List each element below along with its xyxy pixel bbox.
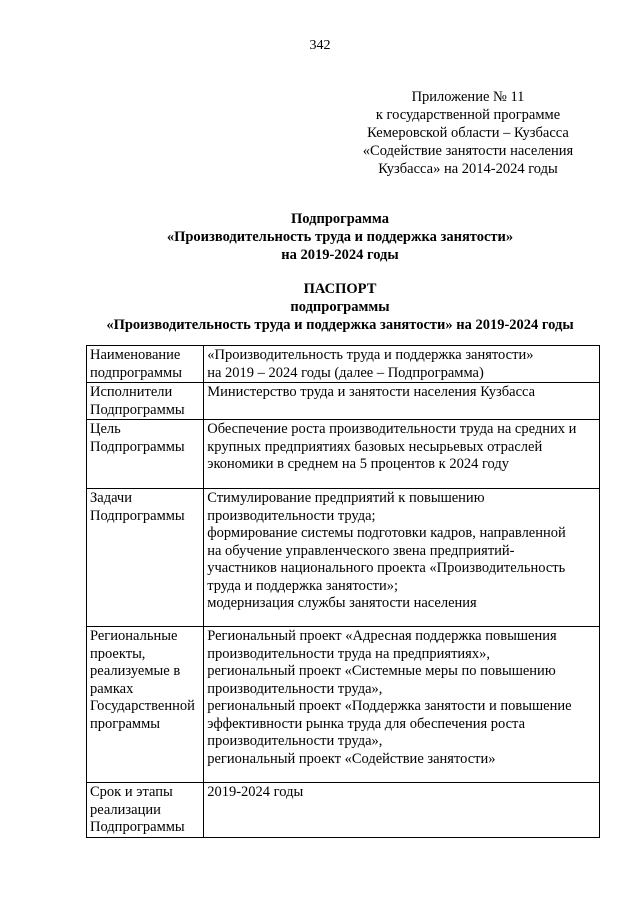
label-line: Срок и этапы xyxy=(90,784,173,800)
passport-table xyxy=(86,345,600,838)
passport-heading-line: «Производительность труда и поддержка занятости» на 2019-2024 годы xyxy=(106,317,574,333)
row-value-name xyxy=(204,346,600,383)
value-line: Региональный проект «Адресная поддержка повышения xyxy=(207,628,557,644)
table-row xyxy=(87,346,600,383)
row-value-regional-projects xyxy=(204,627,600,783)
table-row xyxy=(87,383,600,420)
row-label-tasks xyxy=(87,489,204,627)
label-line: реализуемые в xyxy=(90,663,181,679)
value-line: производительности труда на предприятиях», xyxy=(207,645,490,662)
row-value-tasks xyxy=(204,489,600,627)
label-line: подпрограммы xyxy=(90,364,182,381)
table-row xyxy=(87,783,600,838)
value-line: крупных предприятиях базовых несырьевых отраслей xyxy=(207,438,543,455)
appendix-line: Приложение № 11 xyxy=(411,89,525,105)
label-line: проекты, xyxy=(90,645,146,662)
label-line: Подпрограммы xyxy=(90,819,185,835)
subprogram-heading-line: Подпрограмма xyxy=(291,211,389,227)
value-line: экономики в среднем на 5 процентов к 2024 году xyxy=(207,456,509,472)
label-line: Подпрограммы xyxy=(90,507,185,524)
row-value-timeline xyxy=(204,783,600,838)
row-label-regional-projects xyxy=(87,627,204,783)
subprogram-heading-line: на 2019-2024 годы xyxy=(281,247,399,263)
table-row xyxy=(87,627,600,783)
value-line: участников национального проекта «Производительность xyxy=(207,560,566,576)
value-line: Министерство труда и занятости населения Кузбасса xyxy=(207,384,536,400)
value-line: производительности труда», xyxy=(207,680,383,697)
value-line: на 2019 – 2024 годы (далее – Подпрограмма) xyxy=(207,364,484,381)
value-line: на обучение управленческого звена предприятий- xyxy=(207,542,515,559)
passport-heading xyxy=(60,280,620,334)
appendix-note xyxy=(330,88,606,178)
subprogram-heading xyxy=(60,210,620,264)
value-line: региональный проект «Поддержка занятости и повышение xyxy=(207,698,572,714)
label-line: реализации xyxy=(90,801,161,818)
value-line: труда и поддержка занятости»; xyxy=(207,577,399,594)
appendix-line: Кузбасса» на 2014-2024 годы xyxy=(378,161,558,177)
row-label-name xyxy=(87,346,204,383)
label-line: Цель xyxy=(90,421,121,437)
label-line: Задачи xyxy=(90,490,132,506)
label-line: рамках xyxy=(90,680,134,697)
value-line: производительности труда», xyxy=(207,733,383,749)
subprogram-heading-line: «Производительность труда и поддержка занятости» xyxy=(166,229,514,245)
value-line: «Производительность труда и поддержка занятости» xyxy=(207,347,534,363)
label-line: Исполнители xyxy=(90,384,173,400)
appendix-line: Кемеровской области – Кузбасса xyxy=(367,125,569,141)
value-line: 2019-2024 годы xyxy=(207,784,304,800)
row-label-goal xyxy=(87,420,204,489)
value-line: Обеспечение роста производительности труда на средних и xyxy=(207,421,577,437)
page-number: 342 xyxy=(309,38,331,53)
label-line: Подпрограммы xyxy=(90,401,185,418)
row-value-executors xyxy=(204,383,600,420)
table-row xyxy=(87,420,600,489)
row-value-goal xyxy=(204,420,600,489)
value-line: региональный проект «Системные меры по повышению xyxy=(207,663,556,679)
appendix-line: «Содействие занятости населения xyxy=(362,143,574,159)
passport-heading-line: подпрограммы xyxy=(290,299,390,315)
label-line: программы xyxy=(90,715,160,732)
label-line: Государственной xyxy=(90,698,195,714)
row-label-timeline xyxy=(87,783,204,838)
value-line: эффективности рынка труда для обеспечения роста xyxy=(207,715,526,732)
row-label-executors xyxy=(87,383,204,420)
value-line: Стимулирование предприятий к повышению xyxy=(207,490,485,506)
passport-heading-line: ПАСПОРТ xyxy=(303,281,377,297)
table-row xyxy=(87,489,600,627)
value-line: производительности труда; xyxy=(207,507,376,524)
label-line: Региональные xyxy=(90,628,178,644)
value-line: модернизация службы занятости населения xyxy=(207,595,477,611)
label-line: Подпрограммы xyxy=(90,438,185,455)
value-line: формирование системы подготовки кадров, направленной xyxy=(207,525,566,541)
value-line: региональный проект «Содействие занятости» xyxy=(207,750,496,767)
appendix-line: к государственной программе xyxy=(375,107,561,123)
label-line: Наименование xyxy=(90,347,181,363)
